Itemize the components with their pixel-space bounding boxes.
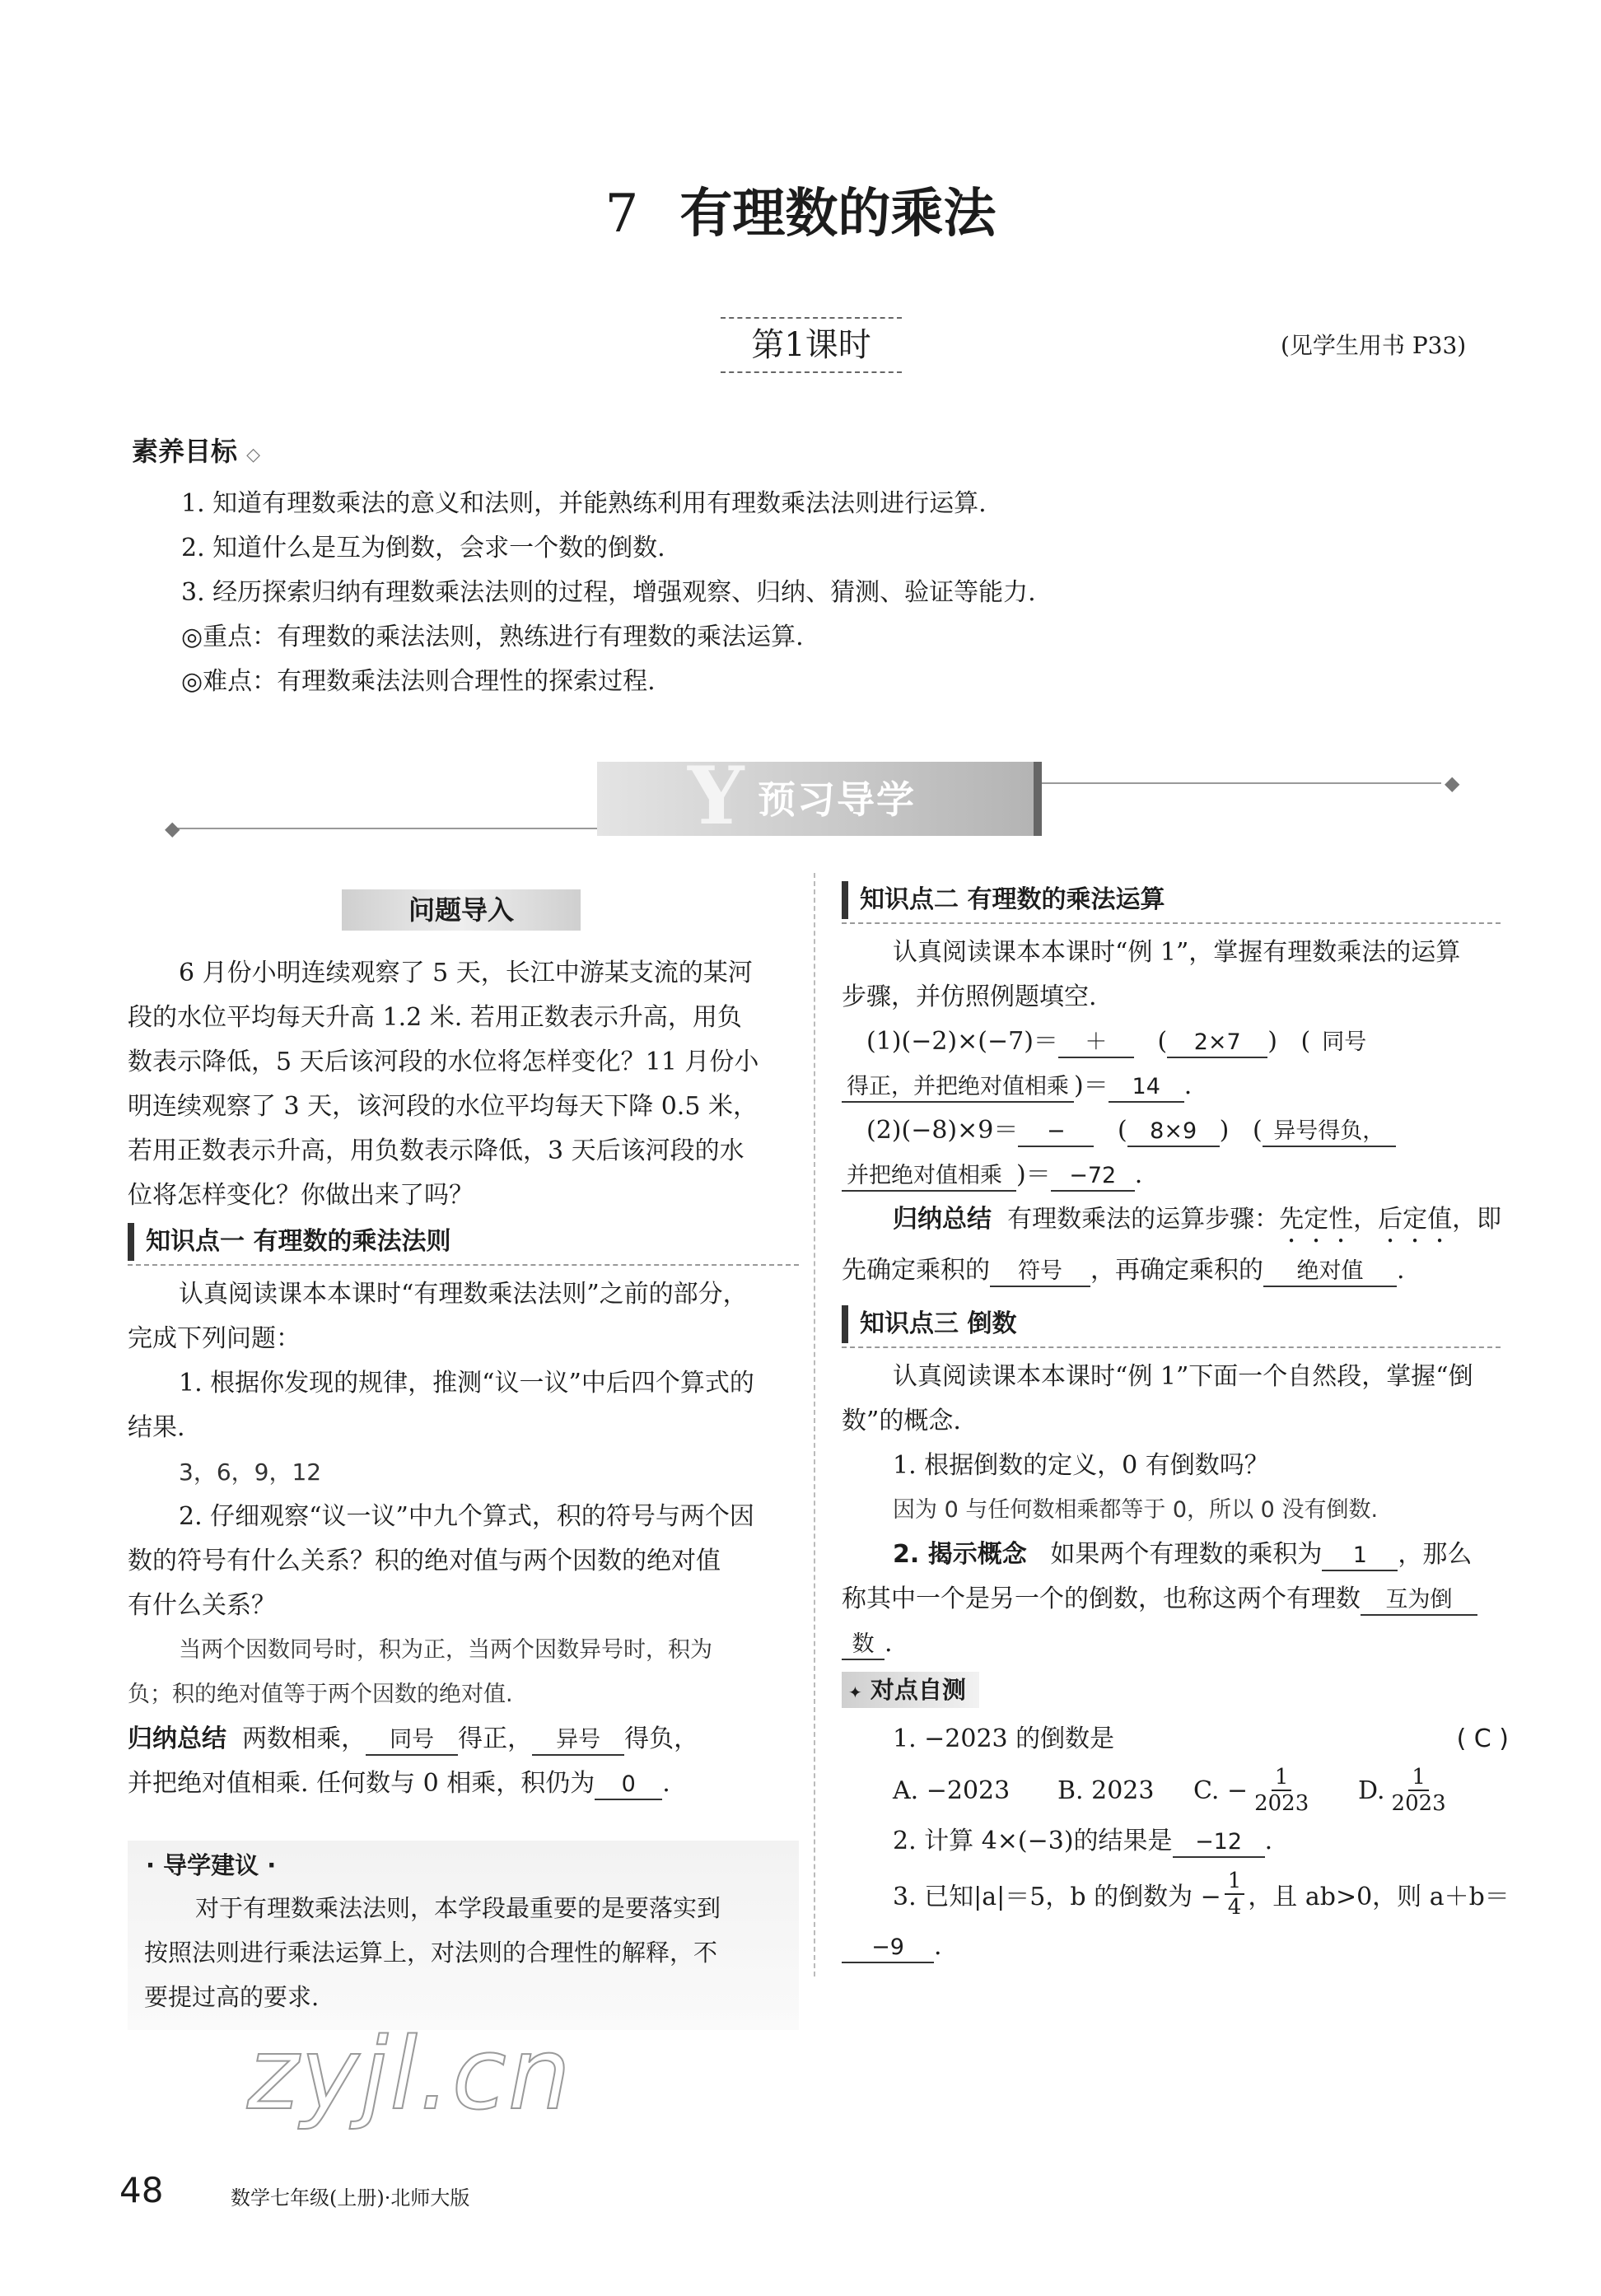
k1-answer-1: 3，6，9，12	[179, 1458, 322, 1486]
k2-sign-blank: 符号	[990, 1258, 1090, 1287]
banner	[597, 749, 1042, 842]
k2-summary-text: ，	[1353, 1205, 1379, 1234]
example-2-cont: 并把绝对值相乘 )＝ −72 .	[842, 1153, 1501, 1197]
diamond-arrow-icon: ◇	[246, 445, 261, 465]
example-1-sign-blank: ＋	[1058, 1029, 1134, 1058]
test-question-1	[842, 1717, 1509, 1762]
book-reference: (见学生用书 P33)	[1281, 332, 1467, 359]
goal-item: 1. 知道有理数乘法的意义和法则，并能熟练利用有理数乘法法则进行运算.	[181, 489, 987, 518]
summary-text: 得负，	[624, 1724, 699, 1753]
k2-summary-text: .	[1397, 1256, 1405, 1285]
advice-line: 对于有理数乘法法则，本学段最重要的是要落实到	[195, 1894, 721, 1922]
k3-question-2-end	[842, 1622, 1501, 1666]
fraction-denominator: 2023	[1254, 1791, 1309, 1816]
option-a: A. −2023	[893, 1776, 1011, 1805]
knowledge-point-1-body	[128, 1272, 799, 1806]
test-q3-text: .	[934, 1932, 942, 1961]
self-test-body	[842, 1717, 1509, 1969]
goal-item: 3. 经历探索归纳有理数乘法法则的过程，增强观察、归纳、猜测、验证等能力.	[181, 578, 1036, 607]
example-2-sign-blank: −	[1018, 1118, 1094, 1147]
k3-q2-text: .	[885, 1629, 893, 1658]
column-divider	[814, 873, 815, 1976]
k1-line: 结果.	[128, 1413, 185, 1442]
k2-summary	[842, 1197, 1501, 1248]
option-b: B. 2023	[1057, 1776, 1155, 1805]
knowledge-point-2-heading: 知识点二 有理数的乘法运算	[842, 881, 1165, 919]
advice-line: 按照法则进行乘法运算上，对法则的合理性的解释，不	[144, 1939, 718, 1967]
banner-diamond-icon: ◆	[165, 817, 180, 840]
k2-summary-text: 有理数乘法的运算步骤：	[1007, 1205, 1280, 1234]
k3-line: 认真阅读课本本课时“例 1”下面一个自然段，掌握“倒	[893, 1362, 1473, 1391]
banner-letter: Y	[688, 749, 744, 842]
example-2-rule-blank: 异号得负，	[1263, 1118, 1396, 1147]
k2-line: 步骤，并仿照例题填空.	[842, 982, 1097, 1011]
chapter-title	[0, 177, 1601, 251]
lesson-box	[721, 317, 902, 373]
test-q2-text: .	[1264, 1827, 1273, 1855]
test-q2-blank: −12	[1173, 1828, 1265, 1858]
goal-difficult-point: ◎难点：有理数乘法法则合理性的探索过程.	[181, 667, 656, 696]
intro-line: 明连续观察了 3 天，该河段的水位平均每天下降 0.5 米，	[128, 1092, 758, 1121]
test-q2-text: 2. 计算 4×(−3)的结果是	[893, 1827, 1173, 1855]
intro-line: 数表示降低，5 天后该河段的水位将怎样变化？11 月份小	[128, 1048, 759, 1076]
summary-label: 归纳总结	[128, 1724, 226, 1753]
example-1-expression: (1)(−2)×(−7)＝	[866, 1027, 1058, 1056]
example-2-rule-blank-cont: 并把绝对值相乘	[842, 1162, 1016, 1192]
test-q3-fraction	[1225, 1869, 1245, 1920]
banner-line-right	[1029, 782, 1441, 784]
k1-question-2: 有什么关系？	[128, 1591, 276, 1620]
k1-summary	[128, 1717, 799, 1762]
k1-question-2: 2. 仔细观察“议一议”中九个算式，积的符号与两个因	[179, 1502, 754, 1531]
chapter-number: 7	[604, 184, 639, 245]
summary-blank-same-sign: 同号	[366, 1726, 458, 1756]
example-2-abs-blank: 8×9	[1127, 1118, 1220, 1147]
banner-line-left	[177, 828, 597, 829]
knowledge-point-3-underline	[842, 1346, 1501, 1348]
lesson-title: 第1课时	[751, 326, 871, 364]
summary-text: 两数相乘，	[242, 1724, 366, 1753]
k2-summary-label: 归纳总结	[893, 1205, 992, 1234]
k3-q2-text: ，那么	[1398, 1540, 1473, 1569]
example-2: (2)(−8)×9＝ − ( 8×9 ) ( 异号得负，	[842, 1108, 1501, 1153]
advice-title: · 导学建议 ·	[146, 1851, 277, 1879]
k1-line: 完成下列问题：	[128, 1324, 301, 1353]
knowledge-point-1-heading: 知识点一 有理数的乘法法则	[128, 1223, 450, 1261]
example-1-rule-blank: 同号	[1322, 1029, 1367, 1055]
option-c-fraction	[1251, 1765, 1312, 1816]
intro-line: 6 月份小明连续观察了 5 天，长江中游某支流的某河	[179, 959, 753, 987]
test-question-3-answer	[842, 1925, 1509, 1969]
k1-summary-line-2	[128, 1762, 799, 1806]
banner-title: 预习导学	[758, 777, 916, 822]
knowledge-point-1-underline	[128, 1264, 799, 1266]
k2-line: 认真阅读课本本课时“例 1”，掌握有理数乘法的运算	[893, 938, 1461, 967]
option-d-fraction	[1389, 1765, 1449, 1816]
example-1-rule-blank-cont: 得正，并把绝对值相乘	[842, 1073, 1074, 1103]
option-c	[1193, 1765, 1358, 1816]
k3-question-2	[842, 1533, 1501, 1577]
summary-text: .	[662, 1769, 670, 1798]
k2-summary-text: ，即	[1452, 1205, 1502, 1234]
fraction-denominator: 2023	[1391, 1791, 1446, 1816]
goals-heading	[132, 432, 260, 474]
test-q3-blank: −9	[842, 1934, 934, 1963]
goals-list	[181, 482, 1036, 704]
k2-summary-line-2	[842, 1248, 1501, 1293]
k3-reciprocal-blank: 互为倒	[1361, 1586, 1477, 1616]
k2-summary-emphasis: 后定值	[1378, 1205, 1453, 1234]
k3-line: 数”的概念.	[842, 1407, 961, 1435]
self-test-heading	[842, 1672, 979, 1708]
test-question-2	[842, 1819, 1509, 1864]
advice-body	[144, 1886, 721, 2019]
advice-line: 要提过高的要求.	[144, 1983, 320, 2011]
intro-paragraph	[128, 951, 795, 1218]
k3-reciprocal-blank-cont: 数	[842, 1631, 885, 1660]
k2-abs-blank: 绝对值	[1263, 1258, 1397, 1287]
k3-answer-1: 因为 0 与任何数相乘都等于 0，所以 0 没有倒数.	[893, 1497, 1379, 1523]
intro-line: 若用正数表示升高，用负数表示降低，3 天后该河段的水	[128, 1136, 744, 1165]
k2-summary-emphasis: 先定性	[1279, 1205, 1354, 1234]
book-title: 数学七年级(上册)·北师大版	[231, 2186, 470, 2210]
watermark: zyjl.cn	[247, 2018, 572, 2132]
k1-line: 认真阅读课本本课时“有理数乘法法则”之前的部分，	[179, 1280, 748, 1309]
goal-item: 2. 知道什么是互为倒数，会求一个数的倒数.	[181, 534, 665, 562]
summary-text: 并把绝对值相乘. 任何数与 0 相乘，积仍为	[128, 1769, 595, 1798]
example-2-equals: ＝	[1025, 1160, 1051, 1189]
option-d-label: D.	[1358, 1776, 1385, 1805]
intro-title-box	[342, 889, 581, 931]
option-c-label: C. −	[1193, 1776, 1249, 1805]
test-question-3	[842, 1864, 1509, 1925]
example-1-abs-blank: 2×7	[1167, 1029, 1267, 1058]
fraction-numerator: 1	[1272, 1765, 1292, 1791]
test-q3-text: ，且 ab>0，则 a＋b＝	[1248, 1883, 1510, 1911]
example-2-result-blank: −72	[1051, 1162, 1135, 1192]
knowledge-point-3-heading: 知识点三 倒数	[842, 1305, 1016, 1343]
k3-q2-text: 称其中一个是另一个的倒数，也称这两个有理数	[842, 1584, 1361, 1613]
k1-question-2: 数的符号有什么关系？积的绝对值与两个因数的绝对值	[128, 1547, 721, 1575]
fraction-numerator: 1	[1225, 1869, 1245, 1895]
intro-line: 段的水位平均每天升高 1.2 米. 若用正数表示升高，用负	[128, 1003, 742, 1032]
example-2-expression: (2)(−8)×9＝	[866, 1116, 1019, 1145]
example-1: (1)(−2)×(−7)＝ ＋ ( 2×7 ) ( 同号	[842, 1020, 1501, 1064]
k1-answer-2: 当两个因数同号时，积为正，当两个因数异号时，积为	[179, 1637, 712, 1663]
knowledge-point-2-underline	[842, 922, 1501, 924]
example-1-result-blank: 14	[1109, 1073, 1184, 1103]
summary-blank-zero: 0	[595, 1771, 662, 1800]
k3-q2-label: 2. 揭示概念	[893, 1540, 1027, 1569]
k1-answer-2: 负；积的绝对值等于两个因数的绝对值.	[128, 1682, 513, 1707]
chapter-title-text: 有理数的乘法	[679, 183, 997, 245]
k1-line: 1. 根据你发现的规律，推测“议一议”中后四个算式的	[179, 1369, 754, 1398]
example-1-equals: ＝	[1083, 1071, 1109, 1100]
page-number: 48	[119, 2170, 164, 2210]
k3-question-2-cont	[842, 1577, 1501, 1622]
advice-box	[128, 1841, 799, 2030]
k2-summary-text: 先确定乘积的	[842, 1256, 990, 1285]
intro-title: 问题导入	[408, 894, 514, 926]
self-test-title: 对点自测	[870, 1676, 966, 1704]
k3-question-1: 1. 根据倒数的定义，0 有倒数吗？	[893, 1451, 1269, 1480]
knowledge-point-3-body	[842, 1355, 1501, 1666]
k3-product-blank: 1	[1322, 1542, 1398, 1571]
star-icon: ✦	[848, 1682, 862, 1702]
fraction-denominator: 4	[1227, 1895, 1242, 1920]
example-1-cont: 得正，并把绝对值相乘 )＝ 14 .	[842, 1064, 1501, 1108]
intro-line: 位将怎样变化？你做出来了吗？	[128, 1181, 474, 1210]
goals-heading-text: 素养目标	[132, 436, 238, 467]
k2-summary-text: ，再确定乘积的	[1090, 1256, 1263, 1285]
k3-q2-text: 如果两个有理数的乘积为	[1050, 1540, 1323, 1569]
option-d	[1358, 1765, 1453, 1816]
test-q1-options	[842, 1762, 1509, 1819]
summary-text: 得正，	[458, 1724, 533, 1753]
test-q1-answer: ( C )	[1456, 1724, 1509, 1753]
banner-diamond-icon: ◆	[1445, 772, 1460, 795]
goal-key-point: ◎重点：有理数的乘法法则，熟练进行有理数的乘法运算.	[181, 623, 804, 651]
summary-blank-diff-sign: 异号	[532, 1726, 624, 1756]
knowledge-point-2-body	[842, 931, 1501, 1293]
test-q3-text: 3. 已知|a|＝5，b 的倒数为 −	[893, 1883, 1221, 1911]
test-q1-text: 1. −2023 的倒数是	[893, 1724, 1115, 1753]
fraction-numerator: 1	[1408, 1765, 1429, 1791]
